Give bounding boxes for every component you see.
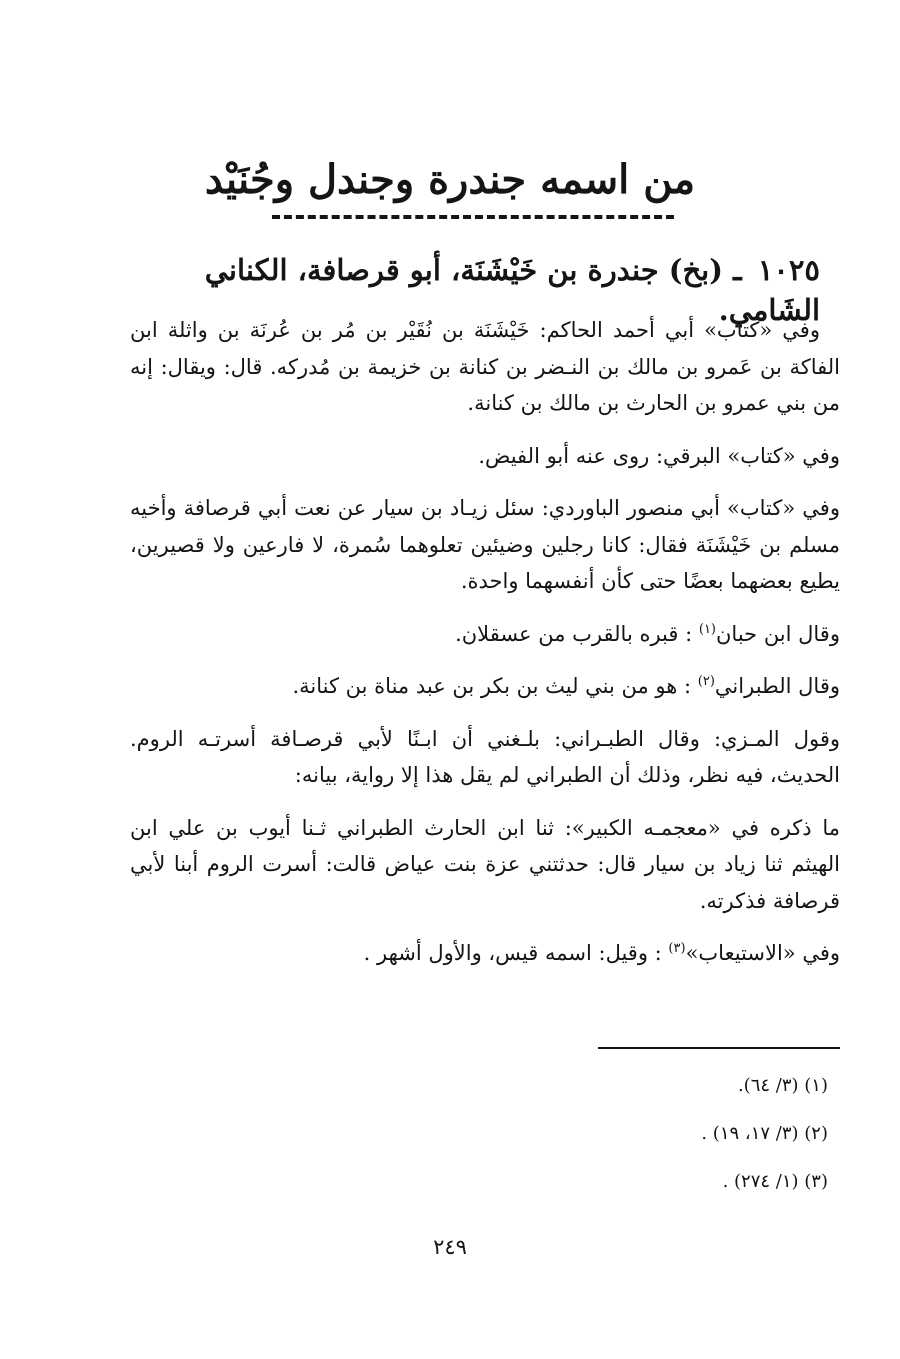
- tabarani-label: وقال الطبراني: [714, 674, 840, 698]
- tabarani-text: : هو من بني ليث بن بكر بن عبد مناة بن كنانة.: [292, 674, 698, 698]
- paragraph-tabarani: [130, 668, 840, 705]
- istiab-text: : وقيل: اسمه قيس، والأول أشهر .: [363, 941, 669, 965]
- istiab-label: وفي «الاستيعاب»: [685, 941, 840, 965]
- footnote-1: (١) (٣/ ٦٤).: [737, 1075, 828, 1096]
- chapter-title: من اسمه جندرة وجندل وجُنَيْد: [204, 156, 696, 203]
- title-underline: [272, 215, 674, 219]
- paragraph-ibn-hibban: [130, 616, 840, 653]
- paragraph-bawardi: وفي «كتاب» أبي منصور الباوردي: سئل زيـاد بن سيار عن نعت أبي قرصافة وأخيه مسلم بن خَيْشَنَة فقال: كانا رجلين وضيئين تعلوهما سُمرة، لا فارعين ولا قصيرين، يطيع بعضهما بعضًا حتى كأن أنفسهما واحدة.: [130, 496, 840, 593]
- page-number: ٢٤٩: [433, 1235, 467, 1259]
- footnote-3: (٣) (١/ ٢٧٤) .: [722, 1171, 828, 1192]
- paragraph-istiab: [130, 935, 840, 972]
- paragraph-hakim: وفي «كتاب» أبي أحمد الحاكم: خَيْشَنَة بن نُقَيْر بن مُر بن عُرنَة بن واثلة ابن الفاكة بن عَمرو بن مالك بن النـضر بن كنانة بن خزيمة بن مُدركه. قال: ويقال: إنه من بني عمرو بن الحارث بن مالك بن كنانة.: [130, 318, 840, 415]
- paragraph-barqi: وفي «كتاب» البرقي: روى عنه أبو الفيض.: [478, 443, 840, 468]
- footnote-ref-2: (٢): [697, 674, 715, 689]
- footnote-ref-3: (٣): [668, 941, 686, 956]
- ibn-hibban-text: : قبره بالقرب من عسقلان.: [455, 621, 699, 646]
- entry-body: [130, 312, 840, 988]
- footnote-separator: [598, 1047, 840, 1049]
- paragraph-mizzi: وقول المـزي: وقال الطبـراني: بلـغني أن ابـنًا لأبي قرصـافة أسرتـه الروم. الحديث، فيه نظر، وذلك أن الطبراني لم يقل هذا إلا رواية، بيانه:: [130, 726, 841, 787]
- ibn-hibban-label: وقال ابن حبان: [716, 621, 840, 646]
- paragraph-mujam: ما ذكره في «معجمـه الكبير»: ثنا ابن الحارث الطبراني ثـنا أيوب بن علي ابن الهيثم ثنا زياد بن سيار قال: حدثتني عزة بنت عياض قالت: أسرت الروم أبنا لأبي قرصافة فذكرته.: [130, 815, 840, 913]
- footnote-2: (٢) (٣/ ١٧، ١٩) .: [701, 1123, 828, 1144]
- footnote-ref-1: (١): [698, 621, 716, 637]
- footnotes: [560, 1062, 828, 1206]
- entry-number: ١٠٢٥: [757, 253, 820, 287]
- entry-heading-text: ـ (بخ) جندرة بن خَيْشَنَة، أبو قرصافة، الكناني الشَامي.: [204, 253, 820, 327]
